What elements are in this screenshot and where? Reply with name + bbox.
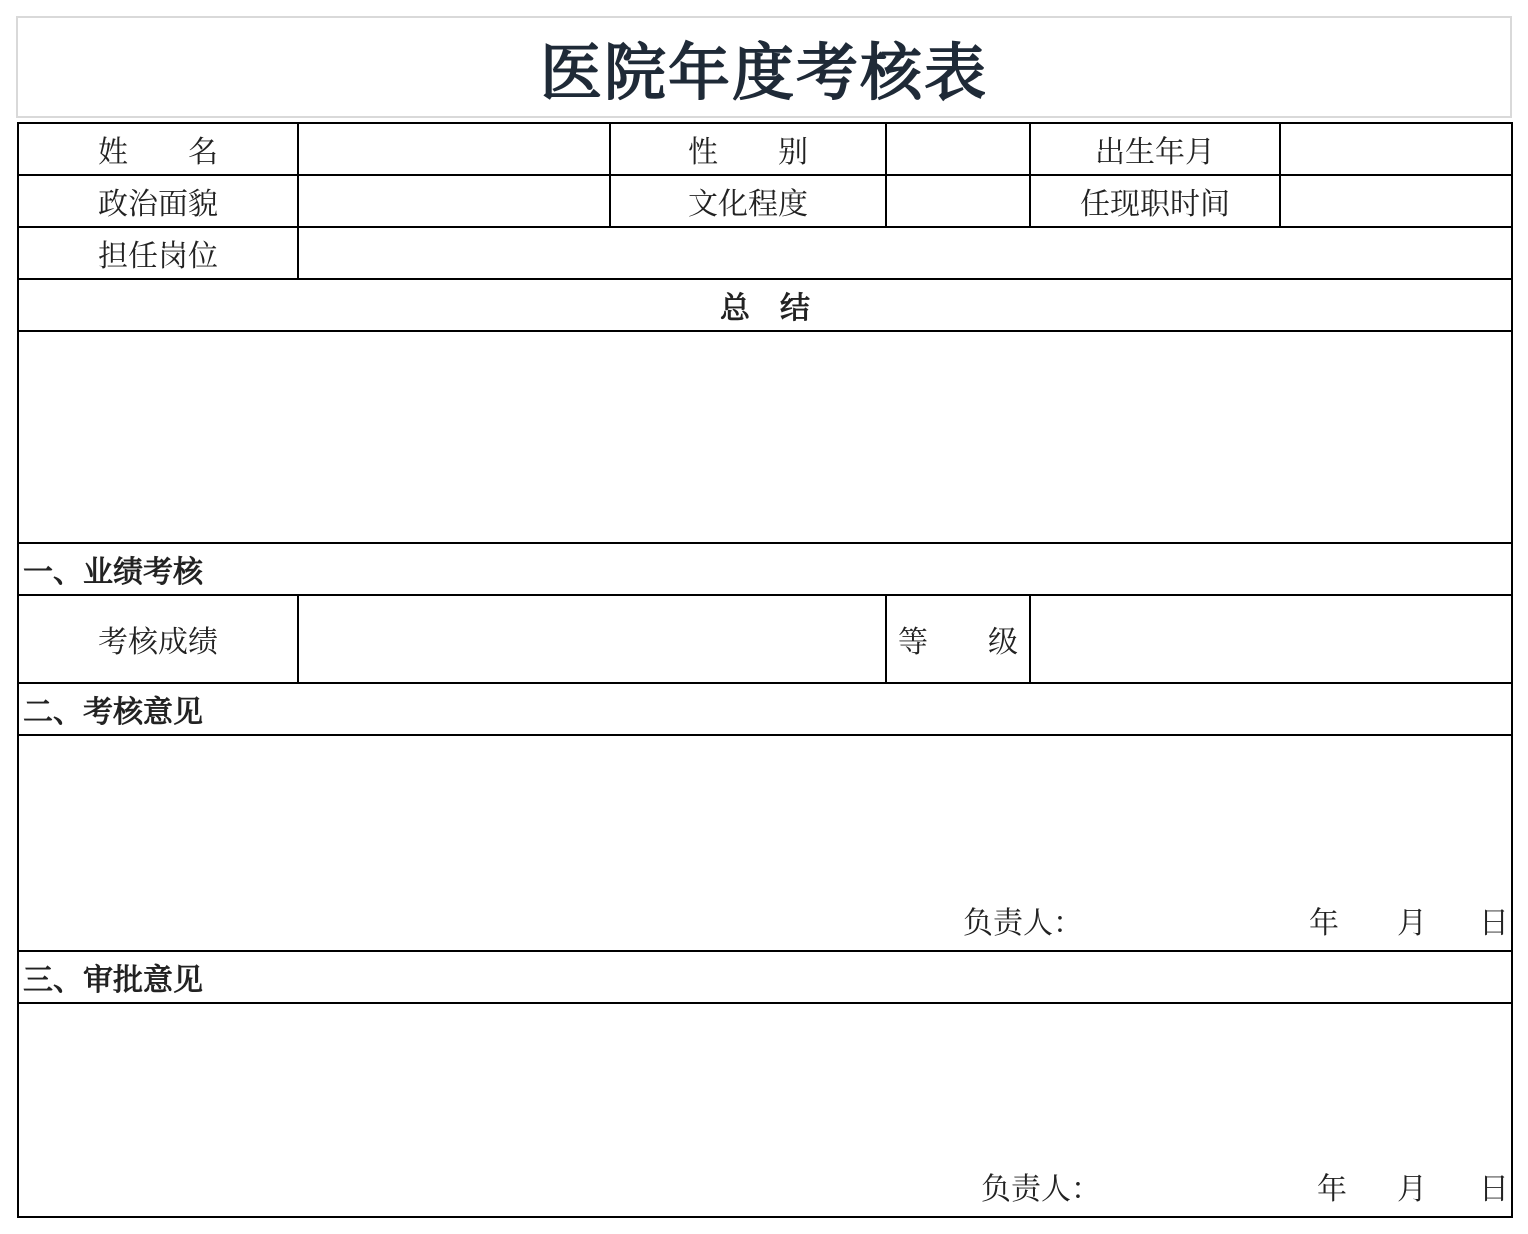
- label-birth: 出生年月: [1030, 123, 1280, 175]
- title-box: [16, 16, 1512, 118]
- value-grade[interactable]: [1030, 595, 1512, 683]
- label-education: 文化程度: [610, 175, 886, 227]
- value-birth[interactable]: [1280, 123, 1512, 175]
- section-approval: 三、审批意见: [18, 951, 1512, 1003]
- section-opinion: 二、考核意见: [18, 683, 1512, 735]
- approval-month-label: 月: [1397, 1172, 1427, 1207]
- section-performance: 一、业绩考核: [18, 543, 1512, 595]
- summary-content[interactable]: [18, 331, 1512, 543]
- page-title: 医院年度考核表: [539, 35, 988, 109]
- summary-heading: 总 结: [18, 279, 1512, 331]
- value-education[interactable]: [886, 175, 1030, 227]
- opinion-year-label: 年: [1309, 906, 1339, 941]
- approval-year-label: 年: [1317, 1172, 1347, 1207]
- opinion-day-label: 日: [1479, 906, 1509, 941]
- approval-signer-label: 负责人：: [981, 1172, 1101, 1207]
- value-tenure[interactable]: [1280, 175, 1512, 227]
- label-name: 姓 名: [18, 123, 298, 175]
- value-name[interactable]: [298, 123, 610, 175]
- approval-content[interactable]: [18, 1003, 1512, 1217]
- label-score: 考核成绩: [18, 595, 298, 683]
- assessment-form: [17, 122, 1513, 1218]
- value-score[interactable]: [298, 595, 886, 683]
- opinion-month-label: 月: [1397, 906, 1427, 941]
- value-politics[interactable]: [298, 175, 610, 227]
- label-tenure: 任现职时间: [1030, 175, 1280, 227]
- label-gender: 性 别: [610, 123, 886, 175]
- value-position[interactable]: [298, 227, 1512, 279]
- label-position: 担任岗位: [18, 227, 298, 279]
- opinion-content[interactable]: [18, 735, 1512, 951]
- label-politics: 政治面貌: [18, 175, 298, 227]
- label-grade: 等 级: [886, 595, 1030, 683]
- opinion-signer-label: 负责人：: [963, 906, 1083, 941]
- value-gender[interactable]: [886, 123, 1030, 175]
- approval-day-label: 日: [1479, 1172, 1509, 1207]
